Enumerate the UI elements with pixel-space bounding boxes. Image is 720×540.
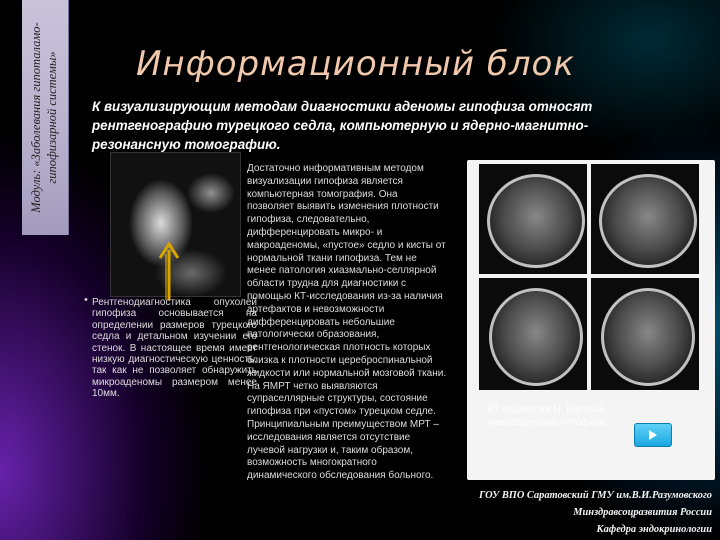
next-slide-button[interactable] (634, 423, 672, 447)
mri-image-coronal-2 (591, 278, 699, 390)
mri-caption: КТ пациентки Н. Картина макроаденомы гипофиза (488, 404, 605, 428)
footer-line-3: Кафедра эндокринологии (596, 524, 712, 535)
footer-line-2: Минздравсоцразвития России (573, 507, 712, 518)
xray-description: Рентгенодиагностика опухолей гипофиза основывается на определении размеров турецкого седла и детальном изучении его стенок. В настоящее время имеет низкую диагностическую ценность, так как не позволяет обнаружить микроаденомы размером менее 10мм. (92, 297, 257, 400)
mri-image-sagittal-1 (479, 164, 587, 274)
mri-image-panel (467, 160, 715, 480)
mri-image-coronal-1 (479, 278, 587, 390)
next-slide-icon (635, 424, 671, 446)
bullet-icon: • (84, 294, 88, 306)
institution-footer (476, 487, 712, 538)
slide-title: Информационный блок (136, 44, 575, 84)
intro-text: К визуализирующим методам диагностики аденомы гипофиза относят рентгенографию турецкого седла, компьютерную и ядерно-магнитно-резонансную томографию. (92, 99, 593, 152)
module-label-line1: Модуль: «Заболевания гипоталамо- (29, 22, 43, 213)
footer-line-1: ГОУ ВПО Саратовский ГМУ им.В.И.Разумовского (478, 490, 712, 501)
mri-image-sagittal-2 (591, 164, 699, 274)
module-label (22, 0, 68, 235)
ct-mri-description: Достаточно информативным методом визуализации гипофиза является компьютерная томография. Она позволяет выявить изменения плотности гипофиза, следовательно, дифференцировать микро- и макроаденомы, «пустое» седло и кисты от нормальной ткани гипофиза. Тем не менее патология хиазмально-селлярной области трудна для диагностики с помощью КТ-исследования из-за наличия артефактов и невозможности дифференцировать небольшие патологически образования, рентгенологическая плотность которых близка к плотности цереброспинальной жидкости или нормальной мозговой ткани. На ЯМРТ четко выявляются супраселлярные структуры, состояние гипофиза при «пустом» турецком седле. Принципиальным преимуществом МРТ – исследования является отсутствие лучевой нагрузки и, таким образом, возможность многократного динамического обследования больного. (247, 163, 447, 482)
module-label-line2: гипофизарной системы» (45, 51, 59, 184)
arrow-up-icon (156, 240, 182, 302)
module-sidebar (22, 0, 69, 235)
